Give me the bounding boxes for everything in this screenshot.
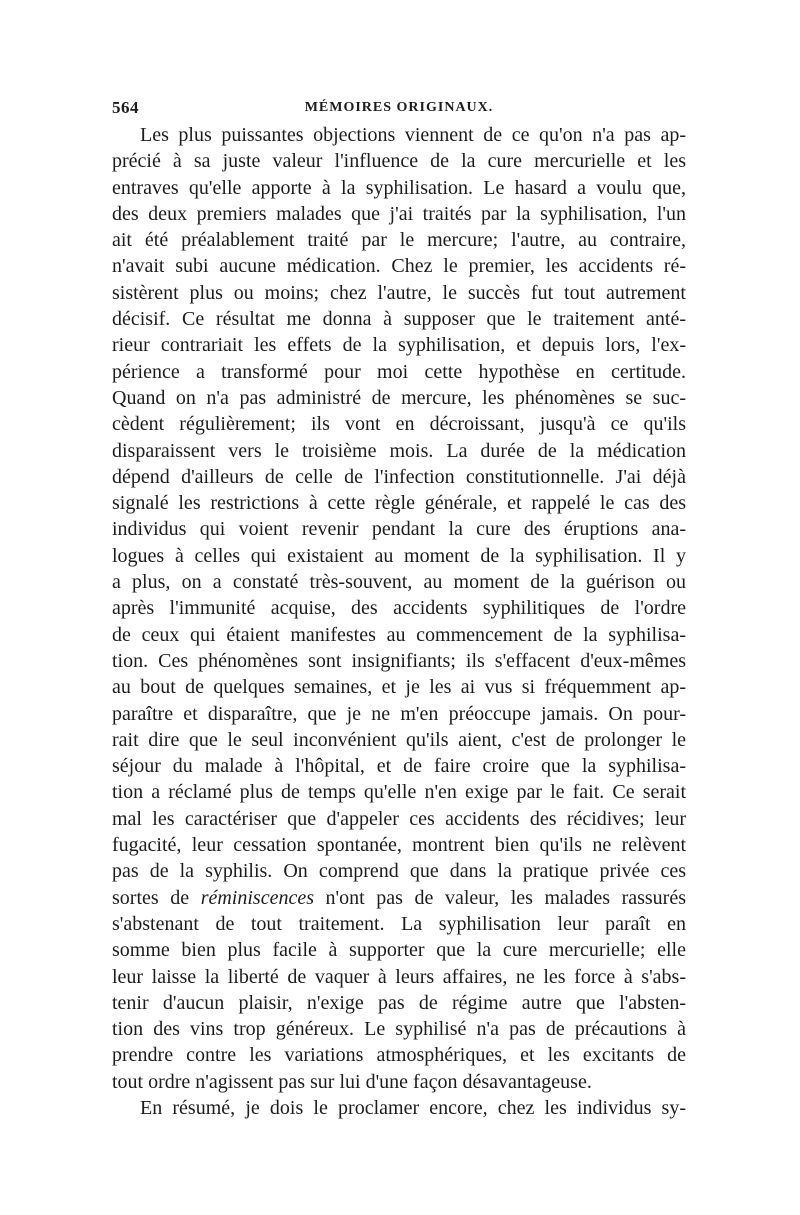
text-line: a plus, on a constaté très-souvent, au moment de la guérison ou <box>112 571 686 594</box>
text-line: dépend d'ailleurs de celle de l'infection constitutionnelle. J'ai déjà <box>112 465 686 488</box>
text-line: signalé les restrictions à cette règle générale, et rappelé le cas des <box>112 492 686 515</box>
text-line-with-italic <box>112 885 686 911</box>
text-line: paraître et disparaître, que je ne m'en préoccupe jamais. On pour- <box>112 702 686 725</box>
text-line: tion des vins trop généreux. Le syphilisé n'a pas de précautions à <box>112 1018 686 1041</box>
text-fragment: sortes de <box>112 886 201 909</box>
text-line: tenir d'aucun plaisir, n'exige pas de régime autre que l'absten- <box>112 991 686 1014</box>
text-line: Les plus puissantes objections viennent de ce qu'on n'a pas ap- <box>140 124 686 146</box>
text-line: individus qui voient revenir pendant la cure des éruptions ana- <box>112 518 686 541</box>
text-line: fugacité, leur cessation spontanée, montrent bien qu'ils ne relèvent <box>112 834 686 857</box>
page-number: 564 <box>112 98 139 117</box>
text-line: entraves qu'elle apporte à la syphilisation. Le hasard a voulu que, <box>112 176 686 199</box>
text-line: n'avait subi aucune médication. Chez le premier, les accidents ré- <box>112 255 686 278</box>
text-line: tion. Ces phénomènes sont insignifiants; ils s'effacent d'eux-mêmes <box>112 649 686 672</box>
text-fragment: n'ont pas de valeur, les malades rassurés <box>313 886 686 909</box>
text-line: logues à celles qui existaient au moment de la syphilisation. Il y <box>112 544 686 567</box>
text-line: au bout de quelques semaines, et je les ai vus si fréquemment ap- <box>112 676 686 699</box>
text-line: séjour du malade à l'hôpital, et de faire croire que la syphilisa- <box>112 755 686 778</box>
running-title: MÉMOIRES ORIGINAUX. <box>304 100 494 115</box>
running-header <box>112 96 686 120</box>
text-line: s'abstenant de tout traitement. La syphilisation leur paraît en <box>112 912 686 935</box>
text-line: périence a transformé pour moi cette hypothèse en certitude. <box>112 360 686 383</box>
text-line: ait été préalablement traité par le mercure; l'autre, au contraire, <box>112 229 686 252</box>
text-line: Quand on n'a pas administré de mercure, les phénomènes se suc- <box>112 386 686 409</box>
text-line: somme bien plus facile à supporter que la cure mercurielle; elle <box>112 939 686 962</box>
text-line: pas de la syphilis. On comprend que dans la pratique privée ces <box>112 860 686 883</box>
text-line: rieur contrariait les effets de la syphilisation, et depuis lors, l'ex- <box>112 334 686 357</box>
italic-term: réminiscences <box>200 886 314 909</box>
paragraph-end-line: tout ordre n'agissent pas sur lui d'une façon désavantageuse. <box>112 1070 592 1093</box>
text-line: cèdent régulièrement; ils vont en décroissant, jusqu'à ce qu'ils <box>112 413 686 436</box>
text-line: tion a réclamé plus de temps qu'elle n'en exige par le fait. Ce serait <box>112 781 686 804</box>
text-line: précié à sa juste valeur l'influence de la cure mercurielle et les <box>112 150 686 173</box>
text-line: prendre contre les variations atmosphériques, et les excitants de <box>112 1044 686 1067</box>
text-line: rait dire que le seul inconvénient qu'ils aient, c'est de prolonger le <box>112 728 686 751</box>
text-line: des deux premiers malades que j'ai traités par la syphilisation, l'un <box>112 202 686 225</box>
document-page <box>112 96 686 1121</box>
text-line: disparaissent vers le troisième mois. La durée de la médication <box>112 439 686 462</box>
text-line: après l'immunité acquise, des accidents syphilitiques de l'ordre <box>112 597 686 620</box>
text-line: de ceux qui étaient manifestes au commencement de la syphilisa- <box>112 623 686 646</box>
body-text <box>112 122 686 1121</box>
text-line: décisif. Ce résultat me donna à supposer que le traitement anté- <box>112 308 686 331</box>
next-paragraph-line: En résumé, je dois le proclamer encore, chez les individus sy- <box>140 1096 686 1119</box>
text-line: sistèrent plus ou moins; chez l'autre, le succès fut tout autrement <box>112 281 686 304</box>
text-line: leur laisse la liberté de vaquer à leurs affaires, ne les force à s'abs- <box>112 965 686 988</box>
text-line: mal les caractériser que d'appeler ces accidents des récidives; leur <box>112 807 686 830</box>
